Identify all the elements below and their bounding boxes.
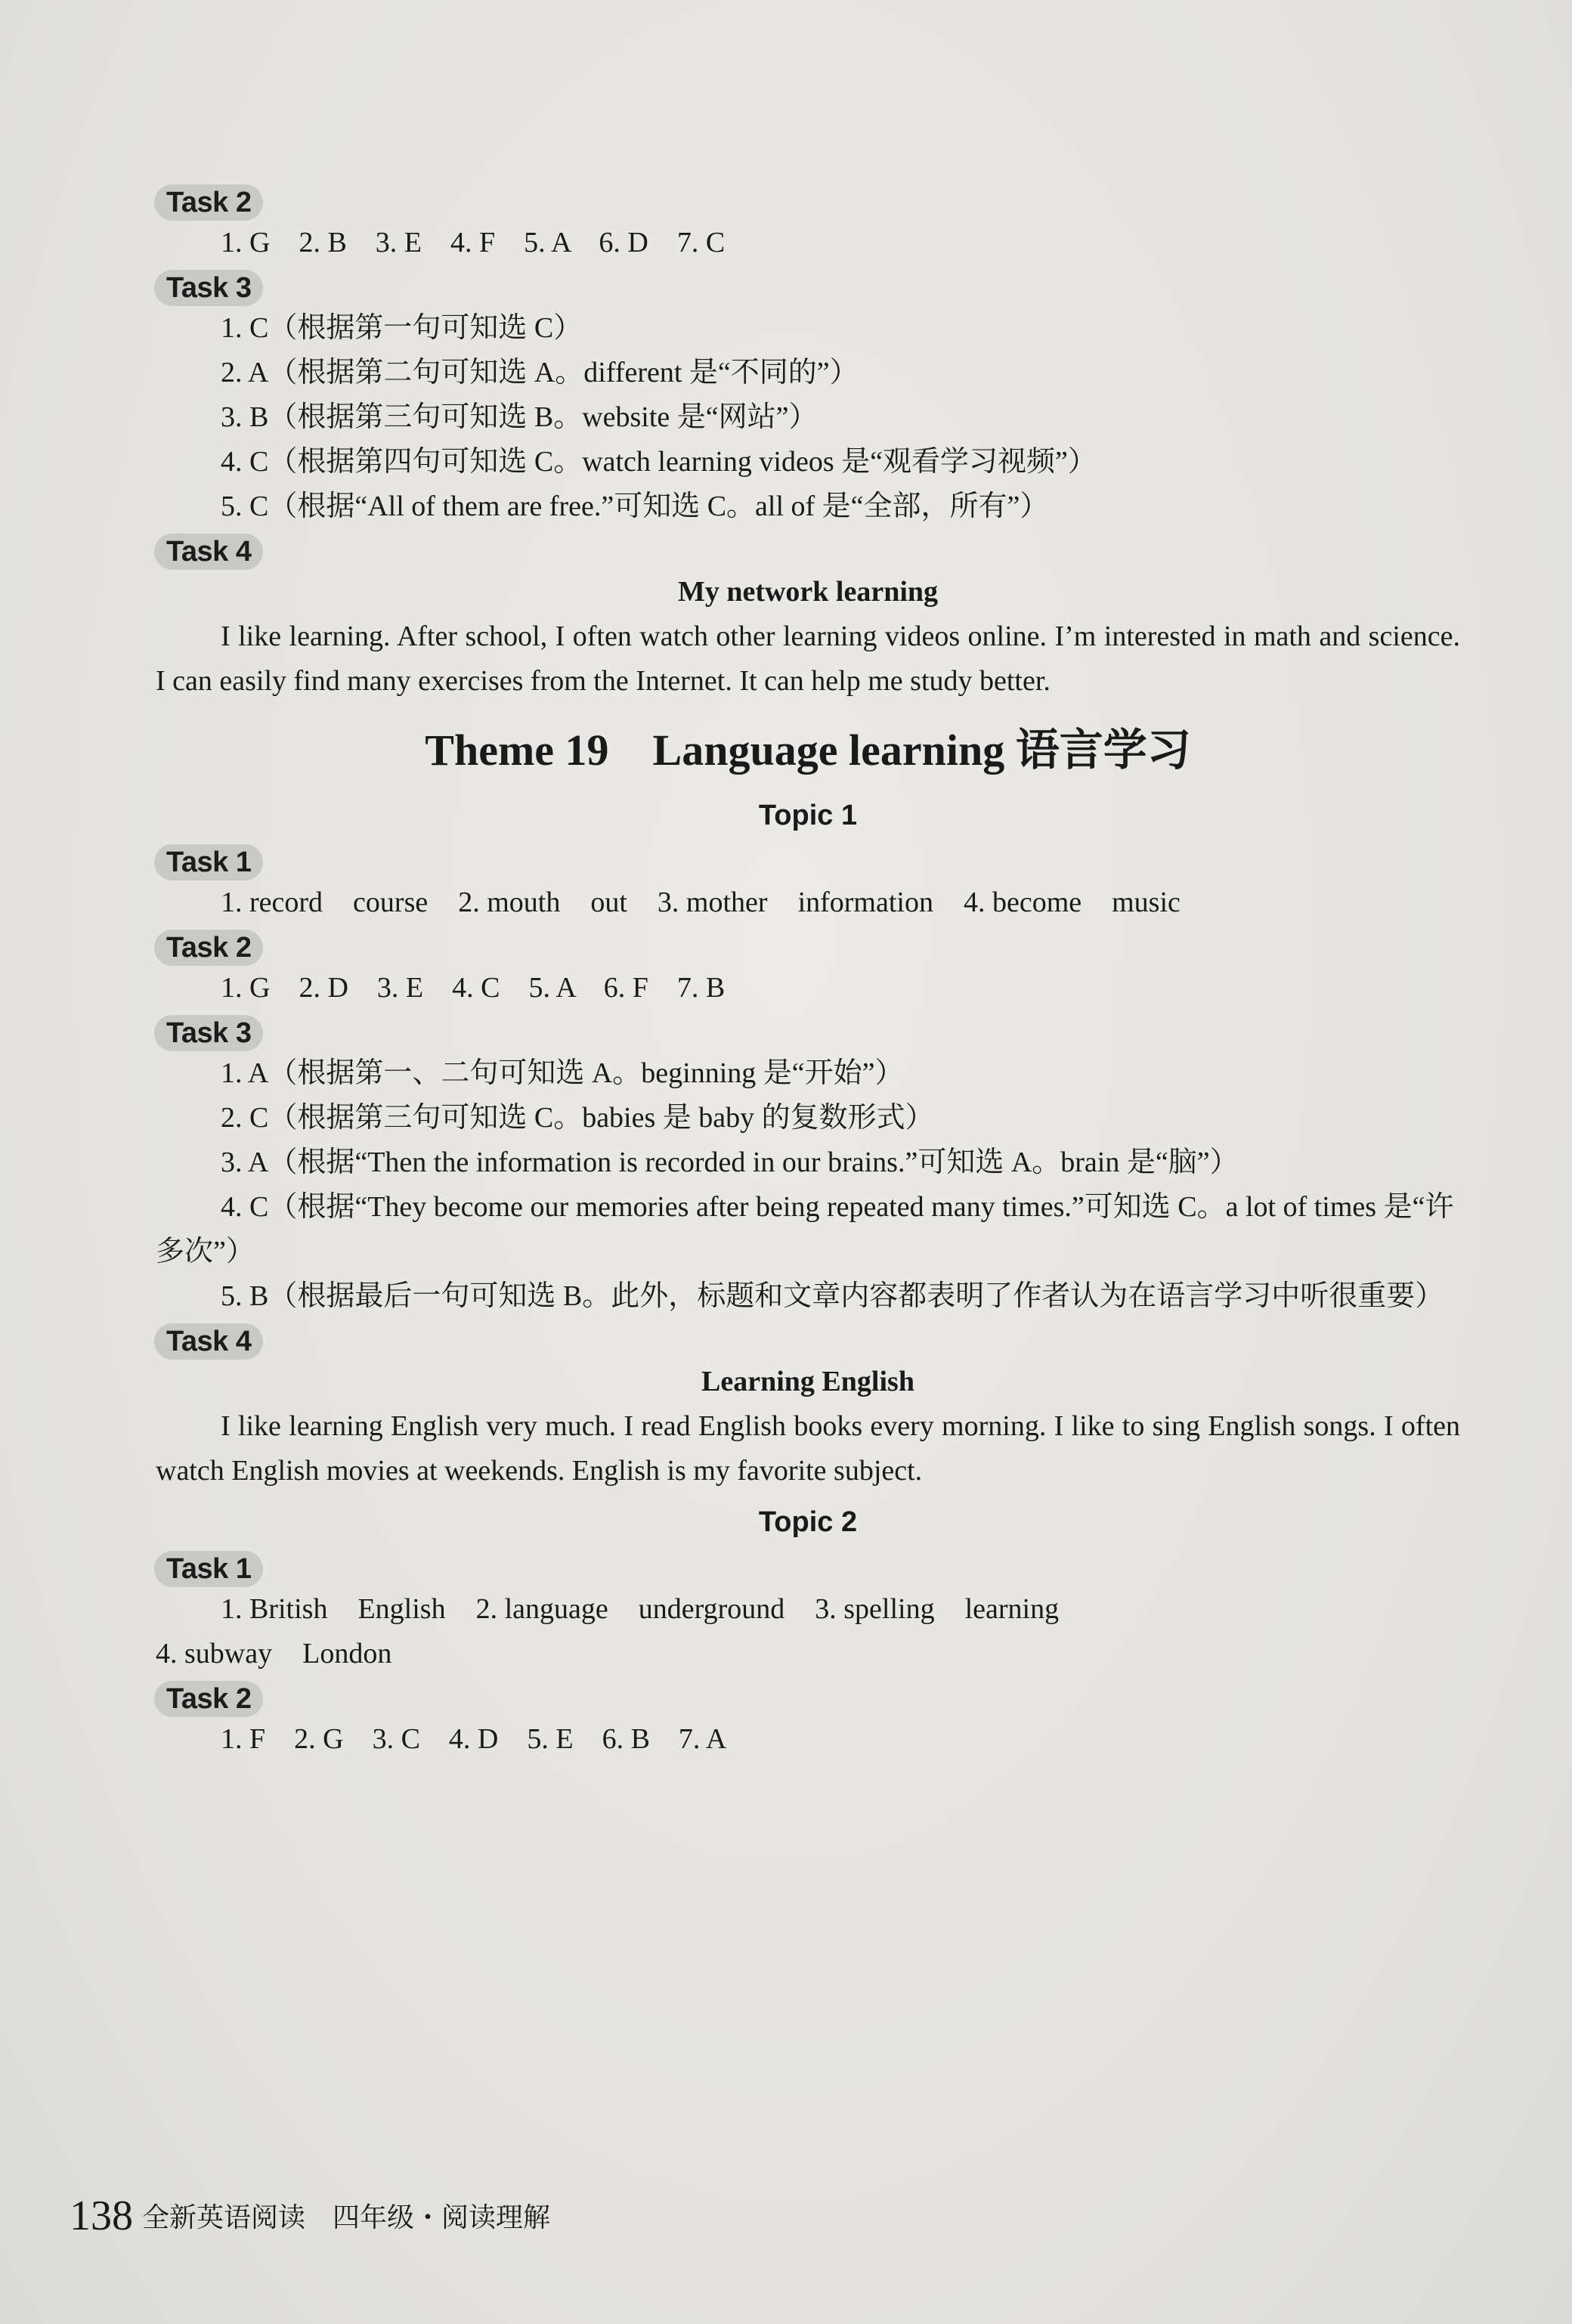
topic-title: Topic 2 xyxy=(758,1506,858,1538)
word: 2. mouth xyxy=(458,887,561,918)
task-label: Task 4 xyxy=(154,534,263,570)
task-label: Task 4 xyxy=(154,1323,263,1360)
word: 4. subway xyxy=(156,1638,273,1670)
word: underground xyxy=(638,1593,785,1625)
answer-item: 3. B（根据第三句可知选 B。website 是“网站”） xyxy=(221,401,818,433)
word: 3. spelling xyxy=(815,1593,935,1625)
essay-title: My network learning xyxy=(677,576,939,608)
word: course xyxy=(353,887,429,918)
answer-item: 5. C（根据“All of them are free.”可知选 C。all of 是“全部，所有”） xyxy=(221,490,1049,522)
word: learning xyxy=(964,1593,1060,1625)
word: English xyxy=(357,1593,446,1625)
word: 1. British xyxy=(221,1593,328,1625)
word: out xyxy=(590,887,627,918)
word-answers xyxy=(156,1587,1460,1632)
essay-text: I like learning English very much. I read English books every morning. I like to sing English songs. I often watch English movies at weekends. English is my favorite subject. xyxy=(156,1410,1460,1487)
task-label: Task 2 xyxy=(154,930,263,966)
answer-line: 1. F 2. G 3. C 4. D 5. E 6. B 7. A xyxy=(221,1723,727,1755)
word-answers xyxy=(156,880,1460,925)
word: 2. language xyxy=(475,1593,608,1625)
task-label: Task 1 xyxy=(154,844,263,880)
answer-item: 4. C（根据第四句可知选 C。watch learning videos 是“观看学习视频”） xyxy=(221,446,1097,478)
task-label: Task 3 xyxy=(154,270,263,306)
task-label: Task 1 xyxy=(154,1551,263,1587)
answer-line: 1. G 2. B 3. E 4. F 5. A 6. D 7. C xyxy=(221,227,726,258)
word: music xyxy=(1112,887,1181,918)
answer-item: 1. A（根据第一、二句可知选 A。beginning 是“开始”） xyxy=(221,1057,904,1089)
word: 1. record xyxy=(221,887,323,918)
book-title: 全新英语阅读 四年级・阅读理解 xyxy=(142,2202,551,2233)
page-number: 138 xyxy=(70,2192,133,2239)
essay-text: I like learning. After school, I often watch other learning videos online. I’m interested in math and science. I can easily find many exercises from the Internet. It can help me study better. xyxy=(156,620,1460,697)
task-label: Task 2 xyxy=(154,1681,263,1717)
answer-item: 5. B（根据最后一句可知选 B。此外，标题和文章内容都表明了作者认为在语言学习中听很重要） xyxy=(221,1280,1444,1312)
answer-item: 2. A（根据第二句可知选 A。different 是“不同的”） xyxy=(221,357,859,388)
answer-item: 4. C（根据“They become our memories after being repeated many times.”可知选 C。a lot of times 是“许多次”） xyxy=(156,1191,1454,1267)
answer-item: 3. A（根据“Then the information is recorded in our brains.”可知选 A。brain 是“脑”） xyxy=(221,1147,1239,1178)
answer-item: 2. C（根据第三句可知选 C。babies 是 baby 的复数形式） xyxy=(221,1102,934,1134)
word: 3. mother xyxy=(657,887,768,918)
answer-item: 1. C（根据第一句可知选 C） xyxy=(221,312,583,344)
task-label: Task 2 xyxy=(154,184,263,221)
page-footer xyxy=(70,2192,550,2240)
answer-content xyxy=(156,184,1460,1762)
word: 4. become xyxy=(963,887,1082,918)
word: information xyxy=(797,887,933,918)
word-answers xyxy=(156,1632,1460,1676)
task-label: Task 3 xyxy=(154,1015,263,1051)
topic-title: Topic 1 xyxy=(758,800,858,831)
word: London xyxy=(302,1638,392,1670)
theme-title: Theme 19 Language learning 语言学习 xyxy=(425,726,1191,775)
essay-title: Learning English xyxy=(701,1366,914,1397)
answer-line: 1. G 2. D 3. E 4. C 5. A 6. F 7. B xyxy=(221,972,726,1004)
